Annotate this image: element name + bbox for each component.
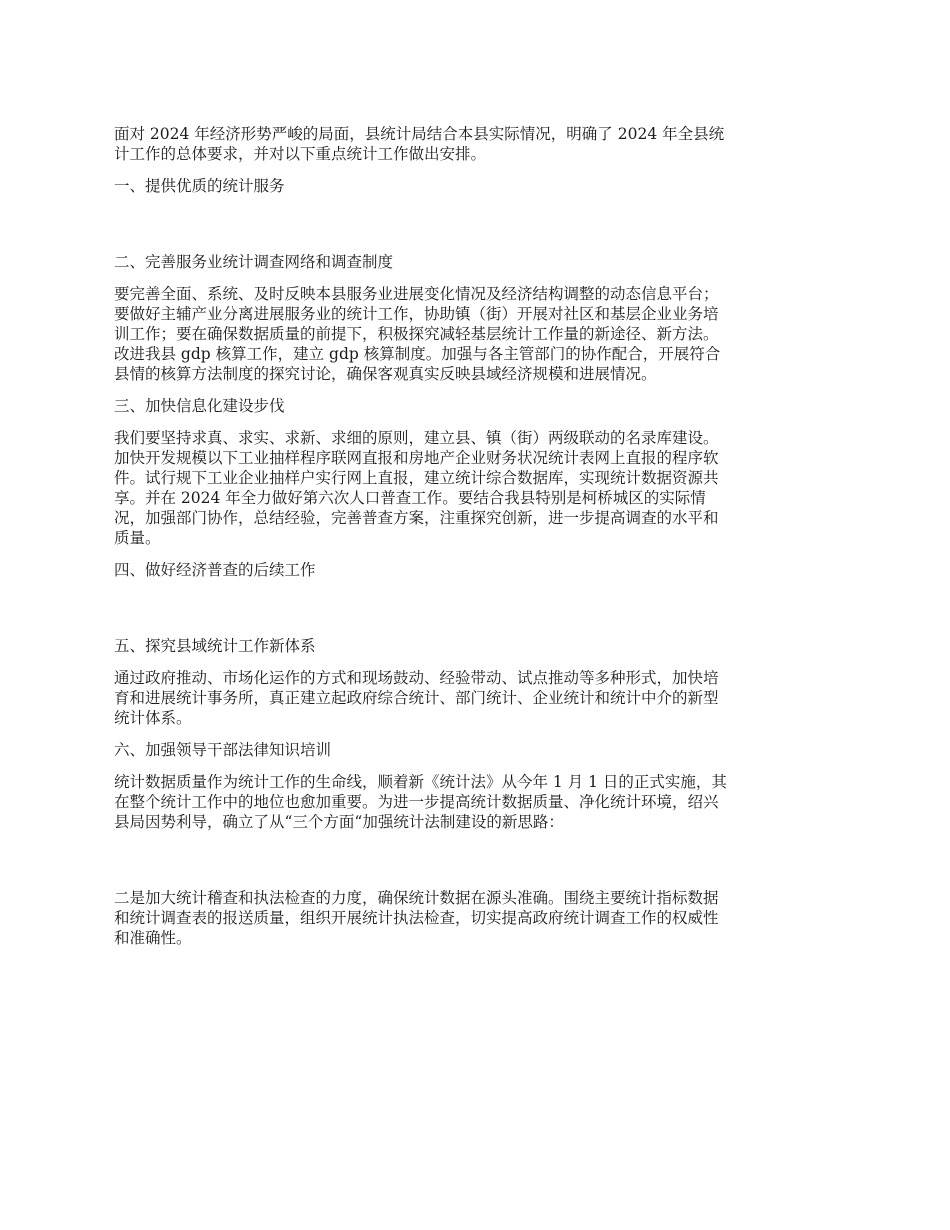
heading-text: 二、完善服务业统计调查网络和调查制度 — [114, 253, 394, 271]
text-line: 县情的核算方法制度的探究讨论，确保客观真实反映县域经济规模和进展情况。 — [114, 365, 657, 383]
section-heading-3 — [114, 396, 842, 416]
text-line: 训工作；要在确保数据质量的前提下，积极探究减轻基层统计工作量的新途径、新方法。 — [114, 325, 719, 343]
section-heading-4 — [114, 560, 842, 580]
text-line: 在整个统计工作中的地位也愈加重要。为进一步提高统计数据质量、净化统计环境，绍兴 — [114, 793, 719, 811]
text-line: 育和进展统计事务所，真正建立起政府综合统计、部门统计、企业统计和统计中介的新型 — [114, 689, 719, 707]
section-3-paragraph — [114, 428, 842, 548]
section-heading-5 — [114, 636, 842, 656]
text-line: 件。试行规下工业企业抽样户实行网上直报，建立统计综合数据库，实现统计数据资源共 — [114, 469, 719, 487]
section-heading-6 — [114, 740, 842, 760]
text-line: 要做好主辅产业分离进展服务业的统计工作，协助镇（街）开展对社区和基层企业业务培 — [114, 305, 719, 323]
text-line: 享。并在 2024 年全力做好第六次人口普查工作。要结合我县特别是柯桥城区的实际情 — [114, 489, 706, 507]
text-line: 加快开发规模以下工业抽样程序联网直报和房地产企业财务状况统计表网上直报的程序软 — [114, 449, 719, 467]
section-6-paragraph — [114, 772, 842, 832]
heading-text: 六、加强领导干部法律知识培训 — [114, 741, 332, 759]
text-line: 二是加大统计稽查和执法检查的力度，确保统计数据在源头准确。围绕主要统计指标数据 — [114, 889, 719, 907]
text-line: 要完善全面、系统、及时反映本县服务业进展变化情况及经济结构调整的动态信息平台； — [114, 285, 719, 303]
text-line: 通过政府推动、市场化运作的方式和现场鼓动、经验带动、试点推动等多种形式，加快培 — [114, 669, 719, 687]
heading-text: 四、做好经济普查的后续工作 — [114, 561, 316, 579]
document-body — [114, 124, 842, 960]
heading-text: 五、探究县域统计工作新体系 — [114, 637, 316, 655]
text-line: 况，加强部门协作，总结经验，完善普查方案，注重探究创新，进一步提高调查的水平和 — [114, 509, 719, 527]
text-line: 计工作的总体要求，并对以下重点统计工作做出安排。 — [114, 145, 487, 163]
section-5-paragraph — [114, 668, 842, 728]
section-heading-2 — [114, 252, 842, 272]
text-line: 我们要坚持求真、求实、求新、求细的原则，建立县、镇（街）两级联动的名录库建设。 — [114, 429, 719, 447]
text-line: 统计体系。 — [114, 709, 192, 727]
text-line: 改进我县 gdp 核算工作，建立 gdp 核算制度。加强与各主管部门的协作配合，开展符合 — [114, 345, 721, 363]
heading-text: 三、加快信息化建设步伐 — [114, 397, 285, 415]
heading-text: 一、提供优质的统计服务 — [114, 177, 285, 195]
text-line: 质量。 — [114, 529, 161, 547]
text-line: 面对 2024 年经济形势严峻的局面，县统计局结合本县实际情况，明确了 2024 年全县统 — [114, 125, 725, 143]
section-2-paragraph — [114, 284, 842, 384]
text-line: 和准确性。 — [114, 929, 192, 947]
section-heading-1 — [114, 176, 842, 196]
text-line: 统计数据质量作为统计工作的生命线，顺着新《统计法》从今年 1 月 1 日的正式实施，其 — [114, 773, 727, 791]
text-line: 县局因势利导，确立了从“三个方面“加强统计法制建设的新思路： — [114, 813, 564, 831]
closing-paragraph — [114, 888, 842, 948]
text-line: 和统计调查表的报送质量，组织开展统计执法检查，切实提高政府统计调查工作的权威性 — [114, 909, 719, 927]
intro-paragraph — [114, 124, 842, 164]
